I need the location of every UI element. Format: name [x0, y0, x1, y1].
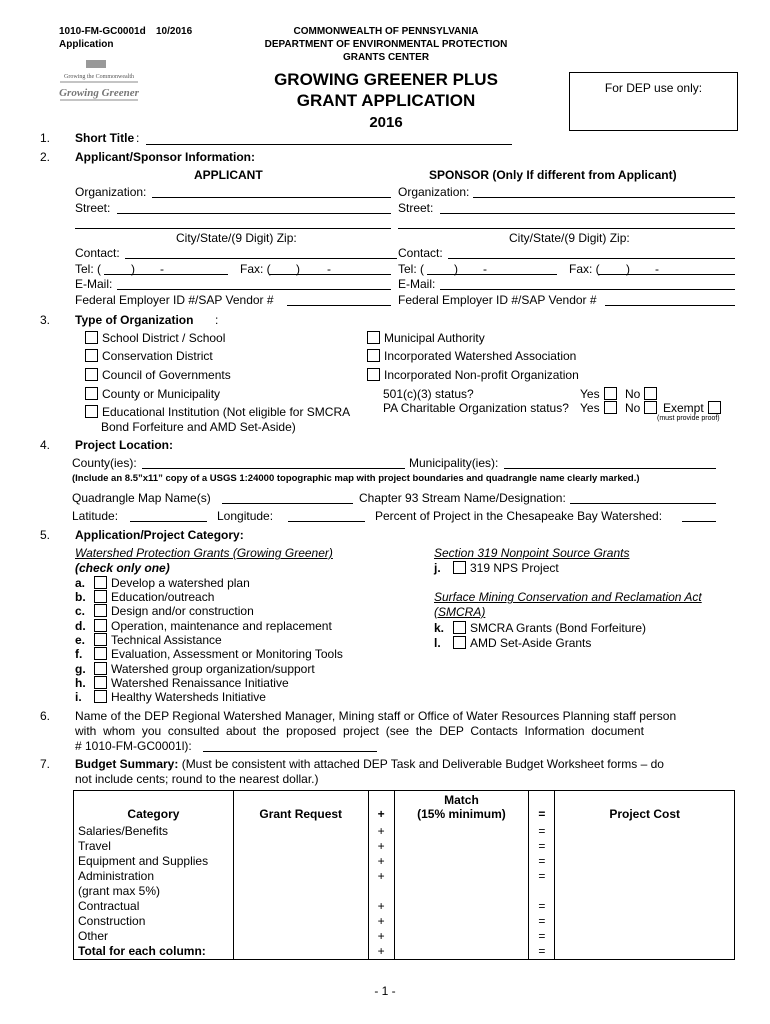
short-title-colon: :: [136, 131, 140, 145]
item-text: AMD Set-Aside Grants: [470, 636, 592, 650]
table-row: [74, 869, 735, 884]
item-text: Design and/or construction: [111, 604, 254, 618]
checkbox[interactable]: [94, 647, 107, 660]
checkbox[interactable]: [94, 690, 107, 703]
section-2-number: 2.: [40, 150, 51, 164]
latitude-field[interactable]: [130, 521, 207, 522]
org-option-label: Conservation District: [102, 349, 213, 363]
row-category: Equipment and Supplies: [74, 854, 234, 869]
applicant-street-label: Street:: [75, 201, 111, 215]
budget-header-row: [74, 791, 735, 825]
title-line-2: GRANT APPLICATION: [296, 91, 476, 110]
table-row: [74, 884, 735, 899]
q-pa-no[interactable]: [625, 401, 657, 415]
grant-request-total[interactable]: [233, 944, 368, 960]
checkbox[interactable]: [367, 349, 380, 362]
org-educational-institution-cont: Bond Forfeiture and AMD Set-Aside): [101, 420, 296, 434]
applicant-fein-label: Federal Employer ID #/SAP Vendor #: [75, 293, 274, 307]
title-year: 2016: [369, 114, 403, 131]
budget-summary-label: Budget Summary:: [75, 757, 179, 771]
org-county-municipality[interactable]: [85, 387, 220, 401]
applicant-street-field-2[interactable]: [75, 228, 391, 229]
category-a[interactable]: [75, 576, 250, 590]
wpg-heading: Watershed Protection Grants (Growing Greener): [75, 546, 333, 560]
checkbox[interactable]: [367, 368, 380, 381]
no-label: No: [625, 387, 641, 401]
budget-line-2: not include cents; round to the nearest dollar.): [75, 772, 319, 786]
dep-contact-line-3: # 1010-FM-GC0001l):: [75, 739, 192, 753]
q-501c3-label: 501(c)(3) status?: [383, 387, 474, 401]
item-letter: c.: [75, 604, 86, 618]
org-option-label: Council of Governments: [102, 368, 231, 382]
row-category: Travel: [74, 839, 234, 854]
short-title-label: Short Title: [75, 131, 135, 145]
checkbox[interactable]: [94, 619, 107, 632]
agency-line-2: DEPARTMENT OF ENVIRONMENTAL PROTECTION: [264, 39, 508, 50]
checkbox[interactable]: [94, 662, 107, 675]
applicant-email-field[interactable]: [117, 289, 391, 290]
sponsor-fax-label: Fax: (: [569, 262, 600, 276]
row-category: Construction: [74, 914, 234, 929]
sponsor-street-field-2[interactable]: [398, 228, 735, 229]
growing-greener-logo: [58, 58, 140, 102]
checkbox[interactable]: [94, 576, 107, 589]
plus-cell: +: [368, 914, 394, 929]
sponsor-tel-dash: -: [483, 262, 487, 276]
applicant-sponsor-label: Applicant/Sponsor Information:: [75, 150, 255, 164]
dep-contact-line-2: with whom you consulted about the proposed project (see the DEP Contacts Information document: [75, 724, 644, 738]
applicant-tel-label: Tel: (: [75, 262, 102, 276]
equals-cell: =: [529, 854, 555, 869]
dep-contact-field[interactable]: [203, 751, 377, 752]
row-category: (grant max 5%): [74, 884, 234, 899]
map-note: (Include an 8.5”x11” copy of a USGS 1:24000 topographic map with project boundaries and quadrangle name clearly marked.): [72, 473, 640, 484]
row-category: Administration: [74, 869, 234, 884]
item-text: Healthy Watersheds Initiative: [111, 690, 266, 704]
project-cost-total[interactable]: [555, 944, 735, 960]
sponsor-contact-label: Contact:: [398, 246, 443, 260]
checkbox[interactable]: [85, 349, 98, 362]
table-row: [74, 899, 735, 914]
section-7-number: 7.: [40, 757, 51, 771]
section-4-number: 4.: [40, 438, 51, 452]
sponsor-fax-dash: -: [655, 262, 659, 276]
grant-request-cell[interactable]: [233, 869, 368, 884]
grant-request-cell[interactable]: [233, 839, 368, 854]
org-municipal-authority[interactable]: [367, 331, 485, 345]
sponsor-city-label: City/State/(9 Digit) Zip:: [509, 231, 630, 245]
equals-cell: =: [529, 824, 555, 839]
org-conservation-district[interactable]: [85, 349, 213, 363]
col-plus: +: [368, 791, 394, 825]
chesapeake-field[interactable]: [682, 521, 716, 522]
project-cost-cell[interactable]: [555, 869, 735, 884]
checkbox[interactable]: [453, 636, 466, 649]
equals-cell: =: [529, 899, 555, 914]
yes-label: Yes: [580, 387, 600, 401]
row-category: Other: [74, 929, 234, 944]
item-text: Evaluation, Assessment or Monitoring Tools: [111, 647, 343, 661]
checkbox[interactable]: [94, 676, 107, 689]
s319-heading: Section 319 Nonpoint Source Grants: [434, 546, 630, 560]
sponsor-heading: SPONSOR (Only If different from Applicant): [429, 168, 677, 182]
form-date: 10/2016: [156, 26, 193, 37]
project-cost-cell[interactable]: [555, 899, 735, 914]
sponsor-contact-field[interactable]: [448, 258, 735, 259]
sponsor-street-field[interactable]: [440, 213, 735, 214]
match-cell[interactable]: [394, 914, 529, 929]
checkbox[interactable]: [644, 387, 657, 400]
category-f[interactable]: [75, 647, 343, 661]
applicant-contact-field[interactable]: [125, 258, 397, 259]
org-watershed-association[interactable]: [367, 349, 576, 363]
form-id: 1010-FM-GC0001d: [59, 26, 146, 37]
stream-label: Chapter 93 Stream Name/Designation:: [359, 491, 566, 505]
page-number: - 1 -: [374, 984, 396, 998]
match-cell[interactable]: [394, 929, 529, 944]
checkbox[interactable]: [94, 633, 107, 646]
applicant-tel-close: ): [131, 262, 135, 276]
section-1-number: 1.: [40, 131, 51, 145]
logo-graphic: [58, 58, 140, 102]
org-option-label: Incorporated Watershed Association: [384, 349, 577, 363]
county-field[interactable]: [142, 468, 405, 469]
table-row: [74, 824, 735, 839]
sponsor-fax-close: ): [626, 262, 630, 276]
sponsor-email-label: E-Mail:: [398, 277, 436, 291]
item-letter: g.: [75, 662, 86, 676]
budget-instructions: (Must be consistent with attached DEP Task and Deliverable Budget Worksheet forms – do: [178, 757, 664, 771]
sponsor-org-field[interactable]: [473, 197, 735, 198]
org-option-label: Educational Institution (Not eligible for SMCRA: [102, 405, 351, 419]
item-letter: d.: [75, 619, 86, 633]
equals-cell: =: [529, 869, 555, 884]
equals-cell: [529, 884, 555, 899]
title-line-1: GROWING GREENER PLUS: [274, 70, 498, 89]
item-letter: b.: [75, 590, 86, 604]
project-cost-cell[interactable]: [555, 854, 735, 869]
table-row-total: [74, 944, 735, 960]
equals-cell: =: [529, 929, 555, 944]
checkbox[interactable]: [94, 590, 107, 603]
row-category: Contractual: [74, 899, 234, 914]
checkbox[interactable]: [85, 387, 98, 400]
plus-cell: +: [368, 854, 394, 869]
checkbox[interactable]: [644, 401, 657, 414]
table-row: [74, 914, 735, 929]
section-3-number: 3.: [40, 313, 51, 327]
q-pa-yes[interactable]: [580, 401, 617, 415]
sponsor-tel-close: ): [454, 262, 458, 276]
municipality-label: Municipality(ies):: [409, 456, 499, 470]
checkbox[interactable]: [85, 405, 98, 418]
sponsor-tel-label: Tel: (: [398, 262, 425, 276]
item-text: Education/outreach: [111, 590, 215, 604]
applicant-heading: APPLICANT: [194, 168, 263, 182]
org-type-colon: :: [215, 313, 219, 327]
match-cell[interactable]: [394, 839, 529, 854]
applicant-fax-dash: -: [327, 262, 331, 276]
category-h[interactable]: [75, 676, 289, 690]
yes-label: Yes: [580, 401, 600, 415]
col-match: [394, 791, 529, 825]
exempt-label: Exempt: [663, 401, 704, 415]
row-category: Total for each column:: [74, 944, 234, 960]
longitude-label: Longitude:: [217, 509, 274, 523]
project-cost-cell[interactable]: [555, 839, 735, 854]
item-text: 319 NPS Project: [470, 561, 559, 575]
q-pa-exempt[interactable]: [663, 401, 721, 415]
section-5-number: 5.: [40, 528, 51, 542]
checkbox[interactable]: [367, 331, 380, 344]
project-category-label: Application/Project Category:: [75, 528, 244, 542]
item-text: Watershed Renaissance Initiative: [111, 676, 289, 690]
plus-cell: +: [368, 824, 394, 839]
category-e[interactable]: [75, 633, 222, 647]
checkbox[interactable]: [453, 621, 466, 634]
proof-note: (must provide proof): [657, 415, 720, 422]
check-only-one: (check only one): [75, 561, 170, 575]
category-l[interactable]: [434, 636, 591, 650]
table-row: [74, 854, 735, 869]
row-category: Salaries/Benefits: [74, 824, 234, 839]
org-option-label: Incorporated Non-profit Organization: [384, 368, 579, 382]
match-cell: [394, 884, 529, 899]
county-label: County(ies):: [72, 456, 137, 470]
applicant-city-label: City/State/(9 Digit) Zip:: [176, 231, 297, 245]
col-match-line-2: (15% minimum): [417, 807, 506, 821]
applicant-org-field[interactable]: [152, 197, 391, 198]
col-match-line-1: Match: [444, 793, 479, 807]
item-letter: l.: [434, 636, 441, 650]
agency-line-3: GRANTS CENTER: [342, 52, 430, 63]
checkbox[interactable]: [604, 401, 617, 414]
match-cell[interactable]: [394, 899, 529, 914]
category-k[interactable]: [434, 621, 646, 635]
item-letter: k.: [434, 621, 445, 635]
checkbox[interactable]: [85, 331, 98, 344]
sponsor-fein-field[interactable]: [605, 305, 735, 306]
logo-tagline: Growing the Commonwealth: [64, 74, 134, 80]
section-6-number: 6.: [40, 709, 51, 723]
project-cost-cell[interactable]: [555, 929, 735, 944]
col-grant-request: Grant Request: [233, 791, 368, 825]
budget-line-1: [75, 757, 664, 771]
org-school-district[interactable]: [85, 331, 225, 345]
grant-request-cell[interactable]: [233, 824, 368, 839]
quadrangle-label: Quadrangle Map Name(s): [72, 491, 211, 505]
plus-cell: +: [368, 839, 394, 854]
grant-request-cell[interactable]: [233, 854, 368, 869]
item-letter: i.: [75, 690, 82, 704]
item-letter: e.: [75, 633, 86, 647]
q-pa-charitable-label: PA Charitable Organization status?: [383, 401, 569, 415]
plus-cell: +: [368, 929, 394, 944]
item-text: Operation, maintenance and replacement: [111, 619, 332, 633]
applicant-street-field[interactable]: [117, 213, 391, 214]
quadrangle-field[interactable]: [222, 503, 353, 504]
col-equals: =: [529, 791, 555, 825]
checkbox[interactable]: [453, 561, 466, 574]
municipality-field[interactable]: [504, 468, 716, 469]
project-cost-cell[interactable]: [555, 914, 735, 929]
plus-cell: +: [368, 944, 394, 960]
item-text: Technical Assistance: [111, 633, 222, 647]
col-category: Category: [74, 791, 234, 825]
grant-request-cell[interactable]: [233, 899, 368, 914]
org-option-label: County or Municipality: [102, 387, 221, 401]
grant-request-cell[interactable]: [233, 929, 368, 944]
checkbox[interactable]: [85, 368, 98, 381]
dep-use-label: For DEP use only:: [604, 81, 703, 95]
table-row: [74, 839, 735, 854]
applicant-fein-field[interactable]: [287, 305, 391, 306]
org-nonprofit[interactable]: [367, 368, 579, 382]
col-project-cost: Project Cost: [555, 791, 735, 825]
item-text: Develop a watershed plan: [111, 576, 250, 590]
org-educational-institution[interactable]: [85, 405, 350, 419]
checkbox[interactable]: [94, 604, 107, 617]
category-i[interactable]: [75, 690, 266, 704]
equals-cell: =: [529, 839, 555, 854]
checkbox[interactable]: [604, 387, 617, 400]
form-type: Application: [59, 39, 114, 50]
equals-cell: =: [529, 944, 555, 960]
grant-request-cell[interactable]: [233, 914, 368, 929]
budget-table: [73, 790, 735, 960]
plus-cell: [368, 884, 394, 899]
match-cell[interactable]: [394, 824, 529, 839]
applicant-tel-field[interactable]: [104, 274, 228, 275]
q-501c3-no[interactable]: [625, 387, 657, 401]
category-b[interactable]: [75, 590, 214, 604]
item-letter: h.: [75, 676, 86, 690]
org-council-of-governments[interactable]: [85, 368, 231, 382]
smcra-heading-2: (SMCRA): [434, 605, 486, 619]
chesapeake-label: Percent of Project in the Chesapeake Bay Watershed:: [375, 509, 663, 523]
org-option-label: School District / School: [102, 331, 226, 345]
sponsor-email-field[interactable]: [440, 289, 735, 290]
dep-contact-line-1: Name of the DEP Regional Watershed Manager, Mining staff or Office of Water Resources Planning staff person: [75, 709, 677, 723]
match-cell[interactable]: [394, 854, 529, 869]
applicant-fax-label: Fax: (: [240, 262, 271, 276]
match-total[interactable]: [394, 944, 529, 960]
latitude-label: Latitude:: [72, 509, 119, 523]
stream-field[interactable]: [570, 503, 716, 504]
checkbox[interactable]: [708, 401, 721, 414]
category-c[interactable]: [75, 604, 254, 618]
grant-request-cell: [233, 884, 368, 899]
plus-cell: +: [368, 899, 394, 914]
match-cell[interactable]: [394, 869, 529, 884]
category-g[interactable]: [75, 662, 315, 676]
applicant-email-label: E-Mail:: [75, 277, 113, 291]
applicant-org-label: Organization:: [75, 185, 147, 199]
project-cost-cell[interactable]: [555, 824, 735, 839]
sponsor-tel-field[interactable]: [427, 274, 557, 275]
project-location-label: Project Location:: [75, 438, 174, 452]
org-option-label: Municipal Authority: [384, 331, 485, 345]
table-row: [74, 929, 735, 944]
q-501c3-yes[interactable]: [580, 387, 617, 401]
item-text: Watershed group organization/support: [111, 662, 315, 676]
longitude-field[interactable]: [288, 521, 365, 522]
sponsor-org-label: Organization:: [398, 185, 470, 199]
short-title-field[interactable]: [146, 144, 512, 145]
agency-line-1: COMMONWEALTH OF PENNSYLVANIA: [293, 26, 479, 37]
org-type-label: Type of Organization: [75, 313, 194, 327]
sponsor-street-label: Street:: [398, 201, 434, 215]
dep-use-box: [569, 72, 738, 131]
plus-cell: +: [368, 869, 394, 884]
applicant-fax-close: ): [296, 262, 300, 276]
project-cost-cell: [555, 884, 735, 899]
item-letter: f.: [75, 647, 83, 661]
category-d[interactable]: [75, 619, 332, 633]
applicant-tel-dash: -: [160, 262, 164, 276]
sponsor-fein-label: Federal Employer ID #/SAP Vendor #: [398, 293, 597, 307]
smcra-heading-1: Surface Mining Conservation and Reclamation Act: [434, 590, 702, 604]
item-text: SMCRA Grants (Bond Forfeiture): [470, 621, 647, 635]
no-label: No: [625, 401, 641, 415]
item-letter: a.: [75, 576, 86, 590]
sponsor-fax-field[interactable]: [598, 274, 735, 275]
logo-wordmark: Growing Greener: [59, 87, 139, 99]
applicant-contact-label: Contact:: [75, 246, 120, 260]
equals-cell: =: [529, 914, 555, 929]
item-letter: j.: [434, 561, 441, 575]
category-j[interactable]: [434, 561, 559, 575]
